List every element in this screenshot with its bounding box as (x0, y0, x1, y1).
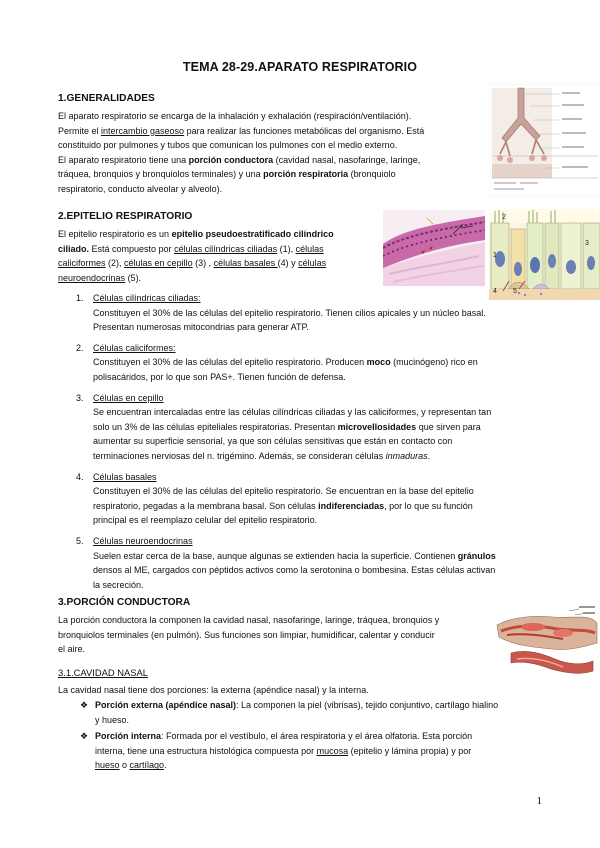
bullet-diamond-icon: ❖ (80, 731, 89, 742)
list-item: 3. Células en cepillo Se encuentran intercaladas entre las células cilíndricas ciliadas y las caliciformes, y representan tan solo un 3% de las células epiteliales respiratorias. Presentan microvellosidades que sirven para aumentar su superficie sensorial, ya que son células sensitivas que están en contacto con terminaciones nerviosas del n. trigémino. Además, se consideran células inmaduras. (58, 391, 548, 464)
page-title: TEMA 28-29.APARATO RESPIRATORIO (182, 60, 418, 74)
bullet-diamond-icon: ❖ (80, 700, 89, 710)
text-line: El aparato respiratorio se encarga de la inhalación y exhalación (respiración/ventilación). (58, 111, 412, 121)
list-item: 5. Células neuroendocrinas Suelen estar cerca de la base, aunque algunas se extienden hacia la superficie. Contienen gránulos densos al ME, cargados con péptidos activos como la serotonina o bombesina. Estas células activan la secreción. (58, 534, 548, 592)
section-1-text (58, 109, 488, 196)
list-item-title: Células caliciformes: (93, 342, 176, 353)
list-item-title: Células en cepillo (93, 392, 164, 403)
section-3-text: La porción conductora la componen la cavidad nasal, nasofaringe, laringe, tráquea, bronquios y bronquiolos terminales (en pulmón). Sus funciones son limpiar, humidificar, calentar y conducir el aire. (58, 615, 440, 654)
text-line: caliciformes (2), células en cepillo (3) , células basales (4) y células (58, 258, 327, 268)
list-item-title: Células cilíndricas ciliadas: (93, 293, 201, 303)
section-heading-cavidad-nasal: 3.1.CAVIDAD NASAL (58, 667, 148, 678)
list-item-title: Células basales (93, 471, 157, 482)
section-2-intro (58, 227, 378, 285)
list-item: 1. Células cilíndricas ciliadas: Constituyen el 30% de las células del epitelio respiratorio. Tienen cilios apicales y un núcleo basal. Presentan numerosas mitocondrias para generar ATP. (58, 291, 548, 335)
text-line: neuroendocrinas (5). (58, 272, 142, 283)
list-item: ❖ Porción interna: Formada por el vestíbulo, el área respiratoria y el área olfatoria. Esta porción interna, tiene una estructura histológica compuesta por mucosa (epitelio y lámina propia) y por hueso o cartílago. (80, 731, 473, 771)
list-item: 2. Células caliciformes: Constituyen el 30% de las células del epitelio respiratorio. Producen moco (mucinógeno) rico en polisacáridos, por lo que son PAS+. Tienen función de defensa. (58, 341, 548, 385)
text-line: respiratorio, conducto alveolar y alveolo). (58, 183, 223, 194)
nasal-cavity-figure (493, 603, 600, 675)
text-line: Permite el intercambio gaseoso para realizar las funciones metabólicas del organismo. Está (58, 125, 425, 136)
list-item: ❖ Porción externa (apéndice nasal): La componen la piel (vibrisas), tejido conjuntivo, cartílago hialino y hueso. (80, 700, 499, 725)
respiratory-tree-figure (490, 84, 600, 196)
text-line: El epitelio respiratorio es un epitelio pseudoestratificado cilíndrico (58, 229, 334, 239)
section-3-1-intro: La cavidad nasal tiene dos porciones: la externa (apéndice nasal) y la interna. (58, 685, 369, 695)
nasal-portions-list (58, 698, 558, 773)
list-item: 4. Células basales Constituyen el 30% de las células del epitelio respiratorio. Se encuentran en la base del epitelio respiratorio, pegadas a la membrana basal. Son células indiferenciadas, por lo que su función principal es el reemplazo celular del epitelio respiratorio. (58, 470, 548, 528)
page-number: 1 (536, 795, 542, 807)
diagram-label: 2 (502, 214, 506, 221)
text-line: tráquea, bronquios y bronquiolos terminales) y una porción respiratoria (bronquiolo (58, 169, 396, 179)
section-heading-epitelio: 2.EPITELIO RESPIRATORIO (58, 211, 193, 222)
section-heading-porcion-conductora: 3.PORCIÓN CONDUCTORA (58, 597, 191, 608)
list-item-title: Células neuroendocrinas (93, 535, 193, 546)
section-heading-generalidades: 1.GENERALIDADES (58, 93, 155, 104)
text-line: constituido por pulmones y tubos que comunican los pulmones con el medio externo. (58, 140, 398, 150)
text-line: ciliado. Está compuesto por células cilíndricas ciliadas (1), células (58, 243, 324, 254)
diagram-label: 5 (513, 288, 517, 295)
cell-types-list (58, 291, 548, 592)
text-line: El aparato respiratorio tiene una porción conductora (cavidad nasal, nasofaringe, laringe, (58, 154, 421, 165)
diagram-label: 3 (585, 240, 589, 247)
diagram-label: 1 (493, 252, 497, 259)
epithelium-micrograph (383, 210, 485, 286)
diagram-label: 4 (493, 288, 497, 295)
epithelium-cell-types-diagram (489, 209, 600, 300)
